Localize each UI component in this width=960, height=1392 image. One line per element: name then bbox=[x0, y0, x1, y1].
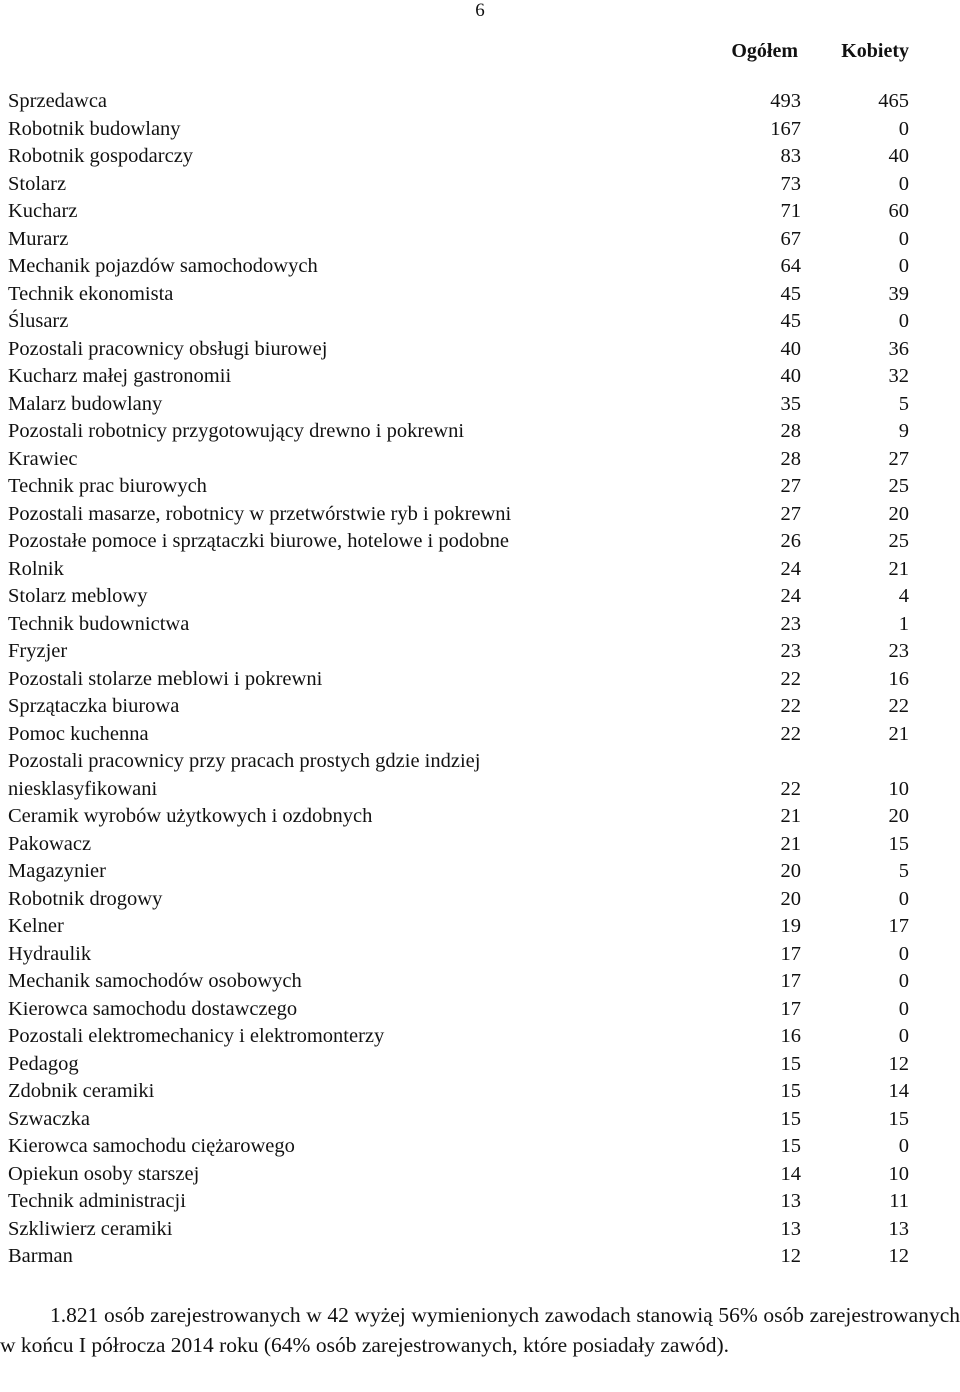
women-count: 0 bbox=[898, 310, 909, 332]
women-count: 25 bbox=[888, 475, 909, 497]
total-count: 45 bbox=[780, 310, 801, 332]
occupation-name: Pomoc kuchenna bbox=[8, 722, 149, 745]
women-count: 1 bbox=[898, 612, 909, 635]
occupation-name: Pozostali stolarze meblowi i pokrewni bbox=[8, 667, 323, 690]
table-row bbox=[0, 446, 960, 474]
occupation-name: Technik prac biurowych bbox=[8, 475, 207, 497]
women-count: 10 bbox=[888, 1162, 909, 1185]
total-count: 16 bbox=[780, 1025, 801, 1047]
total-count: 20 bbox=[780, 887, 801, 910]
table-row bbox=[0, 1051, 960, 1079]
total-count: 67 bbox=[780, 227, 801, 250]
occupation-name: Stolarz meblowy bbox=[8, 585, 148, 607]
table-row bbox=[0, 253, 960, 281]
table-row bbox=[0, 1078, 960, 1106]
summary-paragraph: 1.821 osób zarejestrowanych w 42 wyżej wymienionych zawodach stanowią 56% osób zarejestrowanych w końcu I półrocza 2014 roku (64% osób zarejestrowanych, które posiadały zawód). bbox=[0, 1303, 960, 1357]
total-count: 28 bbox=[780, 447, 801, 470]
page-number: 6 bbox=[475, 0, 485, 21]
occupation-name: Krawiec bbox=[8, 447, 78, 470]
table-row bbox=[0, 556, 960, 584]
total-count: 45 bbox=[780, 282, 801, 305]
women-count: 4 bbox=[898, 585, 909, 607]
table-row bbox=[0, 968, 960, 996]
table-row bbox=[0, 226, 960, 254]
occupation-name: Pozostali robotnicy przygotowujący drewno i pokrewni bbox=[8, 420, 465, 442]
occupation-name: Malarz budowlany bbox=[8, 392, 163, 415]
women-count: 5 bbox=[898, 860, 909, 882]
table-row bbox=[0, 803, 960, 831]
table-row bbox=[0, 1023, 960, 1051]
total-count: 22 bbox=[780, 777, 801, 800]
total-count: 26 bbox=[780, 530, 801, 552]
occupation-name: Szkliwierz ceramiki bbox=[8, 1217, 173, 1240]
table-row bbox=[0, 88, 960, 116]
women-count: 0 bbox=[898, 1135, 909, 1157]
total-count: 167 bbox=[770, 117, 801, 140]
column-header-total: Ogółem bbox=[731, 40, 798, 62]
occupation-name: Pozostali pracownicy przy pracach prostych gdzie indziej niesklasyfikowani bbox=[8, 750, 481, 800]
table-row bbox=[0, 941, 960, 969]
occupation-name: Pedagog bbox=[8, 1052, 79, 1075]
women-count: 465 bbox=[878, 90, 909, 112]
occupation-name: Opiekun osoby starszej bbox=[8, 1162, 200, 1185]
total-count: 73 bbox=[780, 172, 801, 195]
occupation-name: Technik administracji bbox=[8, 1190, 186, 1212]
women-count: 25 bbox=[888, 530, 909, 552]
occupation-name: Kucharz bbox=[8, 200, 78, 222]
women-count: 0 bbox=[898, 887, 909, 910]
total-count: 23 bbox=[780, 612, 801, 635]
table-row bbox=[0, 611, 960, 639]
occupation-name: Stolarz bbox=[8, 172, 67, 195]
total-count: 17 bbox=[780, 970, 801, 992]
table-header bbox=[0, 40, 960, 68]
table-row bbox=[0, 363, 960, 391]
women-count: 0 bbox=[898, 1025, 909, 1047]
women-count: 11 bbox=[889, 1190, 909, 1212]
table-row bbox=[0, 501, 960, 529]
occupation-name: Pozostali pracownicy obsługi biurowej bbox=[8, 337, 328, 360]
total-count: 15 bbox=[780, 1052, 801, 1075]
women-count: 23 bbox=[888, 640, 909, 662]
total-count: 71 bbox=[780, 200, 801, 222]
total-count: 21 bbox=[780, 805, 801, 827]
total-count: 493 bbox=[770, 90, 801, 112]
occupation-name: Ślusarz bbox=[8, 310, 69, 332]
total-count: 28 bbox=[780, 420, 801, 442]
total-count: 24 bbox=[780, 557, 801, 580]
occupation-name: Robotnik gospodarczy bbox=[8, 145, 194, 167]
occupation-name: Technik budownictwa bbox=[8, 612, 190, 635]
occupation-name: Robotnik drogowy bbox=[8, 887, 163, 910]
total-count: 40 bbox=[780, 365, 801, 387]
women-count: 0 bbox=[898, 227, 909, 250]
table-row bbox=[0, 473, 960, 501]
women-count: 12 bbox=[888, 1052, 909, 1075]
table-row bbox=[0, 418, 960, 446]
total-count: 13 bbox=[780, 1217, 801, 1240]
women-count: 40 bbox=[888, 145, 909, 167]
women-count: 15 bbox=[888, 832, 909, 855]
women-count: 60 bbox=[888, 200, 909, 222]
table-row bbox=[0, 308, 960, 336]
women-count: 15 bbox=[888, 1107, 909, 1130]
total-count: 15 bbox=[780, 1135, 801, 1157]
table-row bbox=[0, 143, 960, 171]
women-count: 39 bbox=[888, 282, 909, 305]
total-count: 22 bbox=[780, 722, 801, 745]
total-count: 83 bbox=[780, 145, 801, 167]
women-count: 32 bbox=[888, 365, 909, 387]
women-count: 0 bbox=[898, 172, 909, 195]
occupation-name: Szwaczka bbox=[8, 1107, 90, 1130]
women-count: 10 bbox=[888, 777, 909, 800]
women-count: 21 bbox=[888, 557, 909, 580]
table-row bbox=[0, 748, 960, 803]
table-row bbox=[0, 1216, 960, 1244]
total-count: 35 bbox=[780, 392, 801, 415]
total-count: 64 bbox=[780, 255, 801, 277]
occupation-name: Hydraulik bbox=[8, 942, 92, 965]
occupation-name: Robotnik budowlany bbox=[8, 117, 181, 140]
table-row bbox=[0, 583, 960, 611]
women-count: 20 bbox=[888, 805, 909, 827]
table-row bbox=[0, 171, 960, 199]
table-row bbox=[0, 336, 960, 364]
table-row bbox=[0, 693, 960, 721]
occupation-table bbox=[0, 88, 960, 1271]
table-row bbox=[0, 721, 960, 749]
table-row bbox=[0, 1133, 960, 1161]
table-row bbox=[0, 1188, 960, 1216]
total-count: 27 bbox=[780, 502, 801, 525]
table-row bbox=[0, 886, 960, 914]
occupation-name: Magazynier bbox=[8, 860, 106, 882]
table-row bbox=[0, 638, 960, 666]
occupation-name: Kierowca samochodu dostawczego bbox=[8, 997, 298, 1020]
women-count: 22 bbox=[888, 695, 909, 717]
women-count: 36 bbox=[888, 337, 909, 360]
table-row bbox=[0, 116, 960, 144]
total-count: 22 bbox=[780, 695, 801, 717]
occupation-name: Murarz bbox=[8, 227, 69, 250]
table-row bbox=[0, 1106, 960, 1134]
occupation-name: Sprzątaczka biurowa bbox=[8, 695, 180, 717]
total-count: 17 bbox=[780, 942, 801, 965]
women-count: 14 bbox=[888, 1080, 909, 1102]
women-count: 16 bbox=[888, 667, 909, 690]
total-count: 20 bbox=[780, 860, 801, 882]
women-count: 0 bbox=[898, 117, 909, 140]
occupation-name: Pakowacz bbox=[8, 832, 92, 855]
occupation-name: Pozostali masarze, robotnicy w przetwórstwie ryb i pokrewni bbox=[8, 502, 512, 525]
table-row bbox=[0, 666, 960, 694]
total-count: 14 bbox=[780, 1162, 801, 1185]
occupation-name: Rolnik bbox=[8, 557, 64, 580]
table-row bbox=[0, 281, 960, 309]
occupation-name: Pozostałe pomoce i sprzątaczki biurowe, hotelowe i podobne bbox=[8, 530, 509, 552]
occupation-name: Fryzjer bbox=[8, 640, 68, 662]
total-count: 40 bbox=[780, 337, 801, 360]
total-count: 13 bbox=[780, 1190, 801, 1212]
occupation-name: Pozostali elektromechanicy i elektromonterzy bbox=[8, 1025, 385, 1047]
table-row bbox=[0, 831, 960, 859]
total-count: 15 bbox=[780, 1080, 801, 1102]
table-row bbox=[0, 1161, 960, 1189]
occupation-name: Mechanik pojazdów samochodowych bbox=[8, 255, 318, 277]
occupation-name: Zdobnik ceramiki bbox=[8, 1080, 155, 1102]
total-count: 21 bbox=[780, 832, 801, 855]
occupation-name: Kucharz małej gastronomii bbox=[8, 365, 232, 387]
occupation-name: Ceramik wyrobów użytkowych i ozdobnych bbox=[8, 805, 373, 827]
women-count: 21 bbox=[888, 722, 909, 745]
total-count: 22 bbox=[780, 667, 801, 690]
women-count: 9 bbox=[898, 420, 909, 442]
table-row bbox=[0, 198, 960, 226]
occupation-name: Barman bbox=[8, 1245, 73, 1267]
occupation-name: Technik ekonomista bbox=[8, 282, 174, 305]
women-count: 0 bbox=[898, 255, 909, 277]
column-header-women: Kobiety bbox=[841, 40, 909, 62]
total-count: 15 bbox=[780, 1107, 801, 1130]
women-count: 5 bbox=[898, 392, 909, 415]
table-row bbox=[0, 996, 960, 1024]
table-row bbox=[0, 391, 960, 419]
women-count: 0 bbox=[898, 997, 909, 1020]
women-count: 27 bbox=[888, 447, 909, 470]
table-row bbox=[0, 528, 960, 556]
table-row bbox=[0, 858, 960, 886]
table-row bbox=[0, 913, 960, 941]
occupation-name: Sprzedawca bbox=[8, 90, 108, 112]
occupation-name: Kierowca samochodu ciężarowego bbox=[8, 1135, 295, 1157]
total-count: 24 bbox=[780, 585, 801, 607]
women-count: 12 bbox=[888, 1245, 909, 1267]
women-count: 0 bbox=[898, 942, 909, 965]
women-count: 13 bbox=[888, 1217, 909, 1240]
women-count: 20 bbox=[888, 502, 909, 525]
women-count: 0 bbox=[898, 970, 909, 992]
total-count: 27 bbox=[780, 475, 801, 497]
total-count: 19 bbox=[780, 915, 801, 937]
women-count: 17 bbox=[888, 915, 909, 937]
total-count: 17 bbox=[780, 997, 801, 1020]
occupation-name: Kelner bbox=[8, 915, 64, 937]
occupation-name: Mechanik samochodów osobowych bbox=[8, 970, 302, 992]
total-count: 12 bbox=[780, 1245, 801, 1267]
total-count: 23 bbox=[780, 640, 801, 662]
table-row bbox=[0, 1243, 960, 1271]
